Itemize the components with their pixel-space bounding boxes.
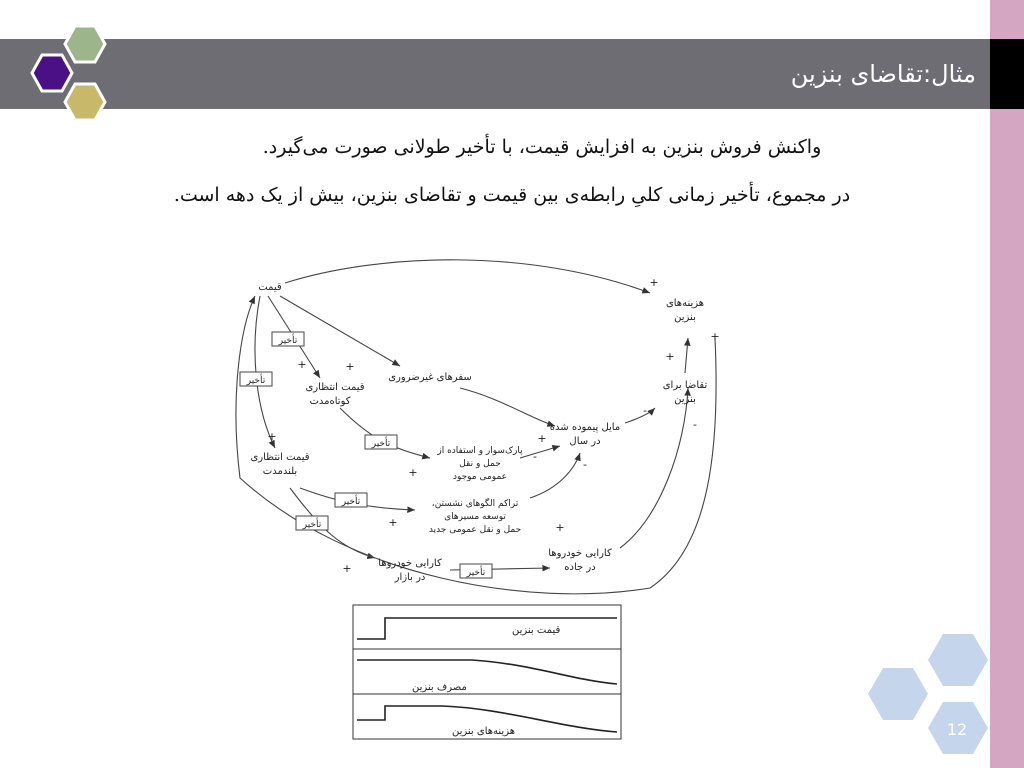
node-demand-1: تقاضا برای xyxy=(662,380,708,391)
node-demand-2: بنزین xyxy=(674,394,696,405)
polarity-plus-2: + xyxy=(710,330,720,343)
polarity-minus-4: - xyxy=(643,404,647,417)
mini-label-price: قیمت بنزین xyxy=(512,625,561,636)
edge-carpool-miles xyxy=(520,446,560,458)
hex-purple-icon xyxy=(32,55,72,91)
slide-title: مثال:تقاضای بنزین xyxy=(790,60,976,88)
edge-cost-price xyxy=(236,296,716,594)
edge-short-carpool xyxy=(340,408,430,458)
edge-settlement-miles xyxy=(530,453,580,498)
hex-blue-top-icon xyxy=(928,634,988,686)
time-behavior-charts xyxy=(352,604,624,744)
causal-loop-diagram xyxy=(230,248,730,598)
polarity-plus-6: + xyxy=(408,466,418,479)
edge-miles-demand xyxy=(625,408,655,423)
node-long-2: بلندمدت xyxy=(262,466,298,477)
polarity-minus-1: - xyxy=(693,418,697,431)
hex-blue-left-icon xyxy=(868,668,928,720)
node-carpool-1: پارک‌سوار و استفاده از xyxy=(437,446,523,456)
right-stripe xyxy=(990,0,1024,768)
node-road-1: کارایی خودروها xyxy=(548,548,612,559)
decorative-hexagons-icon xyxy=(862,626,990,768)
node-miles-2: در سال xyxy=(569,436,601,447)
delay-label-4: تأخیر xyxy=(341,497,361,507)
polarity-plus-10: + xyxy=(665,350,675,363)
node-fuel-cost-2: بنزین xyxy=(674,312,696,323)
node-short-1: قیمت انتظاری xyxy=(305,382,365,393)
edge-price-cost xyxy=(285,260,650,293)
polarity-minus-2: - xyxy=(583,458,587,471)
node-settlement-1: تراکم الگوهای نشستن، xyxy=(431,499,519,509)
hexagon-logo-icon xyxy=(10,20,120,130)
delay-label-3: تأخیر xyxy=(371,439,391,449)
node-market-1: کارایی خودروها xyxy=(378,558,442,569)
polarity-plus-4: + xyxy=(345,360,355,373)
delay-label-1: تأخیر xyxy=(278,336,298,346)
edge-discretionary-miles xyxy=(460,388,555,426)
text-line-1: واکنش فروش بنزین به افزایش قیمت، با تأخیر طولانی صورت می‌گیرد. xyxy=(262,136,822,158)
mini-label-consumption: مصرف بنزین xyxy=(412,682,467,693)
edge-road-demand xyxy=(620,388,688,548)
node-long-1: قیمت انتظاری xyxy=(250,452,310,463)
delay-label-2: تأخیر xyxy=(246,376,266,386)
polarity-minus-3: - xyxy=(533,450,537,463)
title-bar-cap xyxy=(990,39,1024,109)
page-number: 12 xyxy=(946,720,968,739)
node-carpool-2: حمل و نقل xyxy=(459,459,501,469)
node-market-2: در بازار xyxy=(394,572,426,583)
hex-green-icon xyxy=(65,26,105,62)
polarity-plus-5: + xyxy=(267,430,277,443)
node-fuel-cost-1: هزینه‌های xyxy=(665,298,705,309)
polarity-plus-7: + xyxy=(537,432,547,445)
polarity-plus-8: + xyxy=(388,516,398,529)
edge-demand-cost xyxy=(685,338,688,373)
mini-label-cost: هزینه‌های بنزین xyxy=(452,726,515,737)
hex-gold-icon xyxy=(65,84,105,120)
node-settlement-3: حمل و نقل عمومی جدید xyxy=(428,525,522,535)
delay-label-5: تأخیر xyxy=(302,520,322,530)
delay-label-6: تأخیر xyxy=(466,568,486,578)
polarity-plus-1: + xyxy=(649,276,659,289)
node-miles-1: مایل پیموده شده xyxy=(549,422,621,433)
polarity-plus-9: + xyxy=(342,562,352,575)
node-settlement-2: توسعه مسیرهای xyxy=(444,512,506,522)
node-short-2: کوتاه‌مدت xyxy=(309,396,351,407)
node-discretionary: سفرهای غیرضروری xyxy=(388,372,472,383)
polarity-plus-3: + xyxy=(297,358,307,371)
polarity-plus-11: + xyxy=(555,521,565,534)
node-carpool-3: عمومی موجود xyxy=(452,472,508,482)
node-road-2: در جاده xyxy=(564,562,596,573)
node-price: قیمت xyxy=(258,282,282,293)
text-line-2: در مجموع، تأخیر زمانی کلیِ رابطه‌ی بین قیمت و تقاضای بنزین، بیش از یک دهه است. xyxy=(173,184,851,206)
edge-price-discretionary xyxy=(280,296,400,366)
